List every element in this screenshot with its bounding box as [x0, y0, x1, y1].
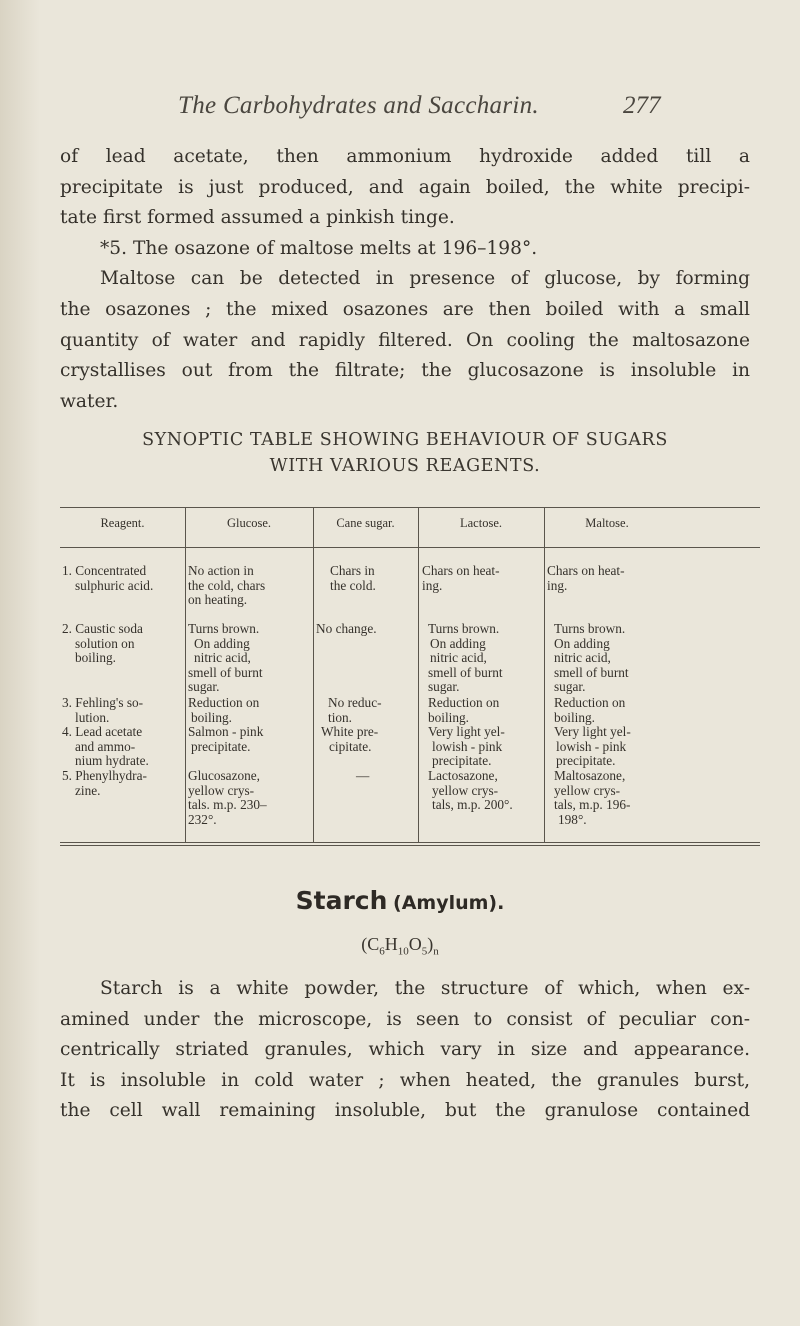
starch-text	[60, 974, 750, 1127]
formula-o: O	[408, 934, 422, 954]
cell-line: —	[356, 768, 370, 783]
cell-line: smell of burnt	[188, 664, 263, 680]
cell-line: smell of burnt	[554, 664, 629, 680]
table-title-line-1: SYNOPTIC TABLE SHOWING BEHAVIOUR OF SUGARS	[142, 430, 668, 450]
synoptic-table	[60, 507, 760, 847]
cell-line: Turns brown.	[428, 621, 500, 636]
cell-line: Turns brown.	[554, 621, 626, 636]
text-line: amined under the microscope, is seen to consist of peculiar con-	[60, 1008, 750, 1030]
table-cell-glucose	[188, 725, 310, 754]
cell-line: 198°.	[558, 811, 587, 827]
column-divider	[544, 507, 545, 843]
cell-line: 4. Lead acetate	[62, 724, 143, 739]
cell-line: Reduction on	[188, 695, 260, 710]
cell-line: sugar.	[188, 679, 220, 695]
table-header-rule	[60, 547, 760, 548]
table-bottom-rule	[60, 842, 760, 843]
table-cell-reagent	[62, 622, 183, 666]
cell-line: sugar.	[428, 679, 460, 695]
cell-line: Chars on heat-	[547, 563, 625, 578]
text-line: the osazones ; the mixed osazones are then boiled with a small	[60, 298, 750, 320]
cell-line: precipitate.	[191, 738, 251, 754]
cell-line: lowish - pink	[556, 738, 627, 754]
table-title-line-2: WITH VARIOUS REAGENTS.	[269, 456, 541, 476]
starch-heading	[0, 886, 800, 915]
cell-line: cipitate.	[329, 738, 372, 754]
cell-line: boiling.	[75, 650, 117, 666]
cell-line: Glucosazone,	[188, 768, 260, 783]
cell-line: tion.	[328, 709, 353, 725]
header-lactose: Lactose.	[460, 516, 502, 530]
table-cell-maltose	[554, 696, 668, 725]
column-divider	[418, 507, 419, 843]
running-head	[0, 92, 800, 122]
cell-line: nium hydrate.	[75, 753, 149, 769]
cell-line: yellow crys-	[432, 782, 499, 798]
table-cell-lactose	[428, 622, 542, 695]
header-cane-sugar: Cane sugar.	[336, 516, 395, 530]
header-maltose: Maltose.	[585, 516, 629, 530]
cell-line: sulphuric acid.	[75, 577, 154, 593]
cell-line: On adding	[554, 635, 610, 651]
cell-line: On adding	[430, 635, 486, 651]
cell-line: 2. Caustic soda	[62, 621, 143, 636]
cell-line: 232°.	[188, 811, 217, 827]
starch-title: Starch	[295, 886, 388, 915]
text-line: quantity of water and rapidly filtered. On cooling the maltosazone	[60, 329, 750, 351]
cell-line: and ammo-	[75, 738, 136, 754]
cell-line: nitric acid,	[554, 650, 611, 666]
table-cell-lactose	[428, 725, 542, 769]
table-cell-cane	[330, 564, 415, 593]
table-cell-glucose	[188, 564, 310, 608]
table-cell-reagent	[62, 696, 183, 725]
starch-formula: $(C_6H_{10}O_5)_n$	[361, 934, 439, 958]
cell-line: precipitate.	[432, 753, 492, 769]
text-line: Starch is a white powder, the structure of which, when ex-	[100, 978, 750, 999]
table-cell-maltose	[547, 564, 667, 593]
cell-line: yellow crys-	[188, 782, 255, 798]
cell-line: On adding	[194, 635, 250, 651]
text-line: centrically striated granules, which vary in size and appearance.	[60, 1039, 750, 1061]
cell-line: solution on	[75, 635, 135, 651]
point-5: *5. The osazone of maltose melts at 196–198°.	[100, 237, 538, 259]
text-line: tate first formed assumed a pinkish tinge.	[60, 207, 455, 229]
running-title: The Carbohydrates and Saccharin.	[178, 92, 539, 119]
text-line: crystallises out from the filtrate; the glucosazone is insoluble in	[60, 360, 750, 382]
table-cell-reagent	[62, 725, 183, 769]
table-cell-lactose	[422, 564, 542, 593]
table-top-rule	[60, 507, 760, 508]
cell-line: Very light yel-	[428, 724, 505, 739]
formula-o-sub: 5	[421, 945, 428, 958]
cell-line: nitric acid,	[194, 650, 251, 666]
table-cell-maltose	[554, 725, 668, 769]
cell-line: lowish - pink	[432, 738, 503, 754]
formula-h-sub: 10	[397, 945, 409, 958]
formula-c: C	[367, 934, 380, 954]
cell-line: zine.	[75, 782, 101, 798]
cell-line: precipitate.	[556, 753, 616, 769]
cell-line: Reduction on	[428, 695, 500, 710]
cell-line: tals, m.p. 200°.	[432, 797, 513, 813]
text-line: water.	[60, 390, 119, 412]
cell-line: Salmon - pink	[188, 724, 264, 739]
header-glucose: Glucose.	[226, 516, 272, 530]
page-edge-shadow	[0, 0, 40, 1326]
cell-line: Turns brown.	[188, 621, 260, 636]
text-line: Maltose can be detected in presence of glucose, by forming	[100, 268, 750, 290]
column-divider	[185, 507, 186, 843]
cell-line: 3. Fehling's so-	[62, 695, 144, 710]
cell-line: the cold.	[330, 577, 376, 593]
table-cell-maltose	[554, 622, 668, 695]
cell-line: sugar.	[554, 679, 586, 695]
table-cell-cane	[356, 769, 396, 784]
table-cell-reagent	[62, 564, 183, 593]
cell-line: boiling.	[428, 709, 470, 725]
header-reagent: Reagent.	[100, 516, 145, 530]
formula-h: H	[384, 934, 398, 954]
table-cell-cane	[328, 696, 416, 725]
text-line: It is insoluble in cold water ; when heated, the granules burst,	[60, 1069, 750, 1091]
table-cell-lactose	[428, 696, 542, 725]
cell-line: lution.	[75, 709, 110, 725]
cell-line: Reduction on	[554, 695, 626, 710]
intro-text	[60, 142, 750, 417]
table-title	[60, 427, 750, 479]
cell-line: ing.	[547, 577, 568, 593]
table-cell-glucose	[188, 769, 310, 827]
text-line: precipitate is just produced, and again boiled, the white precipi-	[60, 176, 750, 198]
starch-subtitle: (Amylum).	[393, 892, 505, 914]
text-line: the cell wall remaining insoluble, but the granulose contained	[60, 1100, 750, 1122]
cell-line: boiling.	[191, 709, 233, 725]
table-cell-glucose	[188, 696, 310, 725]
cell-line: No reduc-	[328, 695, 382, 710]
cell-line: Very light yel-	[554, 724, 631, 739]
cell-line: the cold, chars	[188, 577, 266, 593]
cell-line: tals. m.p. 230–	[188, 797, 267, 813]
cell-line: Lactosazone,	[428, 768, 498, 783]
table-cell-lactose	[428, 769, 542, 813]
cell-line: tals, m.p. 196-	[554, 797, 631, 813]
formula-c-sub: 6	[379, 945, 385, 958]
cell-line: on heating.	[188, 592, 248, 608]
cell-line: nitric acid,	[430, 650, 487, 666]
cell-line: 5. Phenylhydra-	[62, 768, 147, 783]
table-cell-maltose	[554, 769, 668, 827]
column-divider	[313, 507, 314, 843]
cell-line: No change.	[316, 621, 377, 636]
cell-line: smell of burnt	[428, 664, 503, 680]
table-cell-cane	[316, 622, 416, 637]
table-cell-glucose	[188, 622, 310, 695]
table-bottom-rule-2	[60, 845, 760, 846]
cell-line: White pre-	[321, 724, 379, 739]
formula-n-sub: n	[433, 945, 439, 958]
cell-line: boiling.	[554, 709, 596, 725]
cell-line: Maltosazone,	[554, 768, 626, 783]
cell-line: 1. Concentrated	[62, 563, 147, 578]
table-cell-reagent	[62, 769, 183, 798]
page-number: 277	[623, 92, 661, 119]
table-cell-cane	[321, 725, 416, 754]
text-line: of lead acetate, then ammonium hydroxide added till a	[60, 146, 750, 167]
cell-line: Chars in	[330, 563, 375, 578]
cell-line: yellow crys-	[554, 782, 621, 798]
cell-line: Chars on heat-	[422, 563, 500, 578]
cell-line: ing.	[422, 577, 443, 593]
cell-line: No action in	[188, 563, 254, 578]
